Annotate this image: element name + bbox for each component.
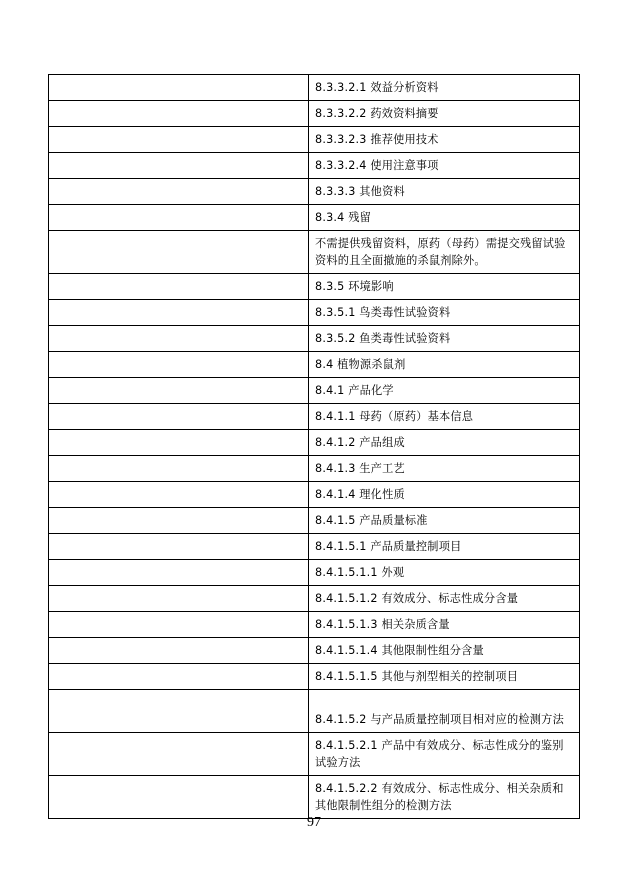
- table-row: [49, 534, 580, 560]
- left-cell: [49, 300, 309, 326]
- left-cell: [49, 404, 309, 430]
- right-cell: 8.3.3.2.1 效益分析资料: [309, 75, 580, 101]
- left-cell: [49, 560, 309, 586]
- right-cell: 8.4.1.5.2.2 有效成分、标志性成分、相关杂质和其他限制性组分的检测方法: [309, 776, 580, 819]
- table-row: [49, 326, 580, 352]
- right-cell: 8.3.3.2.4 使用注意事项: [309, 153, 580, 179]
- right-cell: 8.4 植物源杀鼠剂: [309, 352, 580, 378]
- right-cell: 8.4.1.5.2.1 产品中有效成分、标志性成分的鉴别试验方法: [309, 733, 580, 776]
- table-row: [49, 205, 580, 231]
- left-cell: [49, 101, 309, 127]
- table-row: [49, 153, 580, 179]
- table-row: [49, 274, 580, 300]
- table-row: [49, 456, 580, 482]
- left-cell: [49, 75, 309, 101]
- table-row: [49, 586, 580, 612]
- right-cell: 8.4.1.5.1 产品质量控制项目: [309, 534, 580, 560]
- table-row: [49, 300, 580, 326]
- right-cell: 8.4.1.5.1.2 有效成分、标志性成分含量: [309, 586, 580, 612]
- right-cell: 8.4.1.5.1.5 其他与剂型相关的控制项目: [309, 664, 580, 690]
- left-cell: [49, 274, 309, 300]
- right-cell: 8.4.1.5 产品质量标准: [309, 508, 580, 534]
- table-row: [49, 404, 580, 430]
- table-row: [49, 664, 580, 690]
- right-cell: 8.4.1.4 理化性质: [309, 482, 580, 508]
- left-cell: [49, 612, 309, 638]
- left-cell: [49, 638, 309, 664]
- table-row: [49, 231, 580, 274]
- table-row: [49, 101, 580, 127]
- left-cell: [49, 664, 309, 690]
- page-number: 97: [307, 815, 321, 830]
- right-cell: 8.3.4 残留: [309, 205, 580, 231]
- left-cell: [49, 508, 309, 534]
- requirements-table: [48, 74, 580, 819]
- left-cell: [49, 205, 309, 231]
- table-row: [49, 733, 580, 776]
- table-row: [49, 482, 580, 508]
- right-cell: 8.3.3.3 其他资料: [309, 179, 580, 205]
- table-row: [49, 127, 580, 153]
- left-cell: [49, 179, 309, 205]
- right-cell: 8.3.3.2.3 推荐使用技术: [309, 127, 580, 153]
- table-row: [49, 378, 580, 404]
- left-cell: [49, 378, 309, 404]
- table-row: [49, 612, 580, 638]
- left-cell: [49, 456, 309, 482]
- table-row: [49, 75, 580, 101]
- left-cell: [49, 586, 309, 612]
- right-cell: 8.4.1.5.2 与产品质量控制项目相对应的检测方法: [309, 690, 580, 733]
- right-cell: 不需提供残留资料，原药（母药）需提交残留试验资料的且全面撤施的杀鼠剂除外。: [309, 231, 580, 274]
- left-cell: [49, 326, 309, 352]
- right-cell: 8.4.1 产品化学: [309, 378, 580, 404]
- table-row: [49, 508, 580, 534]
- right-cell: 8.4.1.5.1.1 外观: [309, 560, 580, 586]
- right-cell: 8.4.1.3 生产工艺: [309, 456, 580, 482]
- left-cell: [49, 127, 309, 153]
- left-cell: [49, 690, 309, 733]
- left-cell: [49, 352, 309, 378]
- right-cell: 8.3.5.2 鱼类毒性试验资料: [309, 326, 580, 352]
- right-cell: 8.4.1.5.1.3 相关杂质含量: [309, 612, 580, 638]
- table-row: [49, 560, 580, 586]
- right-cell: 8.3.3.2.2 药效资料摘要: [309, 101, 580, 127]
- left-cell: [49, 153, 309, 179]
- right-cell: 8.3.5 环境影响: [309, 274, 580, 300]
- right-cell: 8.3.5.1 鸟类毒性试验资料: [309, 300, 580, 326]
- table-row: [49, 352, 580, 378]
- table-row: [49, 179, 580, 205]
- left-cell: [49, 776, 309, 819]
- left-cell: [49, 733, 309, 776]
- left-cell: [49, 430, 309, 456]
- table-row: [49, 776, 580, 819]
- table-row: [49, 690, 580, 733]
- right-cell: 8.4.1.5.1.4 其他限制性组分含量: [309, 638, 580, 664]
- right-cell: 8.4.1.1 母药（原药）基本信息: [309, 404, 580, 430]
- left-cell: [49, 231, 309, 274]
- right-cell: 8.4.1.2 产品组成: [309, 430, 580, 456]
- table-row: [49, 430, 580, 456]
- left-cell: [49, 482, 309, 508]
- table-body: [49, 75, 580, 819]
- left-cell: [49, 534, 309, 560]
- table-row: [49, 638, 580, 664]
